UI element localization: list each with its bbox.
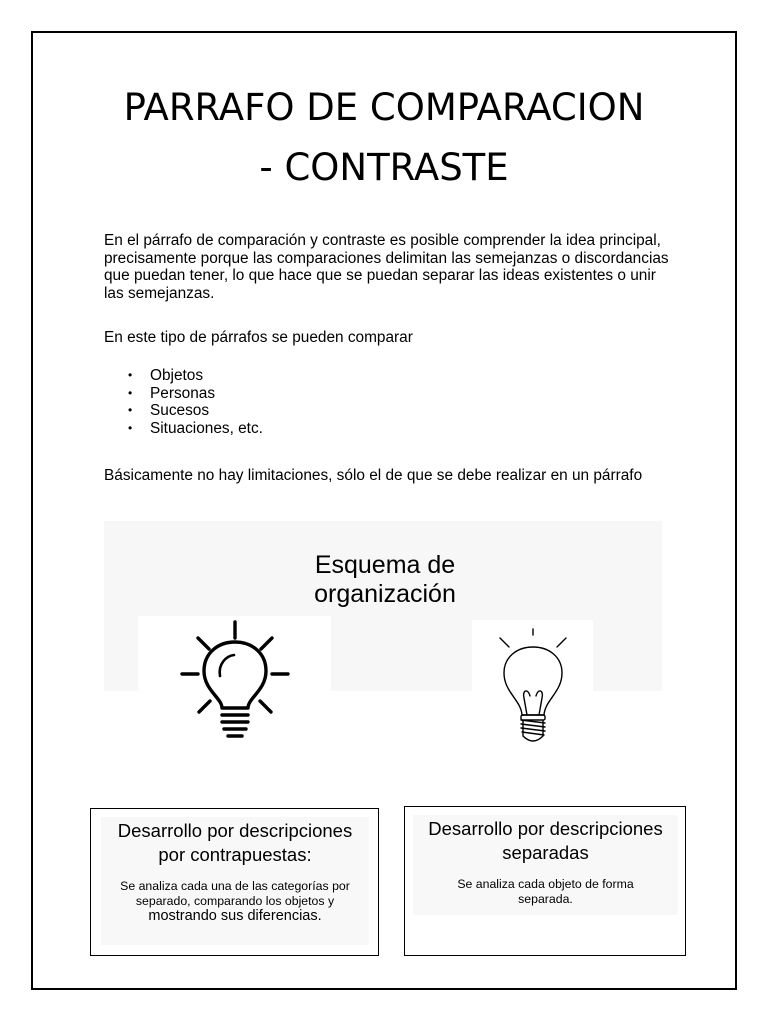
title-line-1: PARRAFO DE COMPARACION — [123, 86, 645, 129]
separadas-card — [404, 806, 686, 956]
card-heading-line-1: Desarrollo por descripciones — [428, 818, 663, 839]
card-content — [101, 817, 369, 945]
intro-paragraph: En el párrafo de comparación y contraste es posible comprender la idea principal, precisamente porque las comparaciones delimitan las semejanzas o discordancias que puedan tener, lo que hace que se puedan separar las ideas existentes o unir las semejanzas. — [104, 232, 669, 302]
card-description-part-1: Se analiza cada una de las categorías por separado, comparando los objetos y — [120, 879, 350, 908]
lightbulb-icon — [138, 616, 331, 741]
card-heading-line-2: por contrapuestas: — [158, 844, 312, 865]
title-line-2: - CONTRASTE — [259, 146, 509, 189]
compare-paragraph: En este tipo de párrafos se pueden comparar — [104, 329, 413, 346]
page-title — [60, 78, 708, 198]
card-heading-line-1: Desarrollo por descripciones — [117, 820, 353, 841]
card-heading — [413, 815, 678, 865]
card-content — [413, 815, 678, 915]
limitations-paragraph: Básicamente no hay limitaciones, sólo el de que se debe realizar en un párrafo — [104, 467, 643, 484]
lightbulb-icon — [472, 620, 593, 749]
scheme-title — [230, 551, 540, 609]
list-item: • Sucesos — [128, 402, 263, 420]
card-description-part-2: mostrando sus diferencias. — [148, 908, 322, 924]
card-description: Se analiza cada objeto de forma separada. — [457, 877, 634, 906]
scheme-title-line-2: organización — [314, 580, 456, 608]
compare-list — [128, 367, 263, 437]
contrapuestas-card — [90, 808, 379, 956]
list-item: • Personas — [128, 385, 263, 403]
card-heading — [101, 817, 369, 867]
card-heading-line-2: separadas — [502, 842, 589, 863]
scheme-title-line-1: Esquema de — [314, 551, 456, 579]
list-item: • Objetos — [128, 367, 263, 385]
card-description — [101, 879, 369, 924]
list-item: • Situaciones, etc. — [128, 420, 263, 438]
